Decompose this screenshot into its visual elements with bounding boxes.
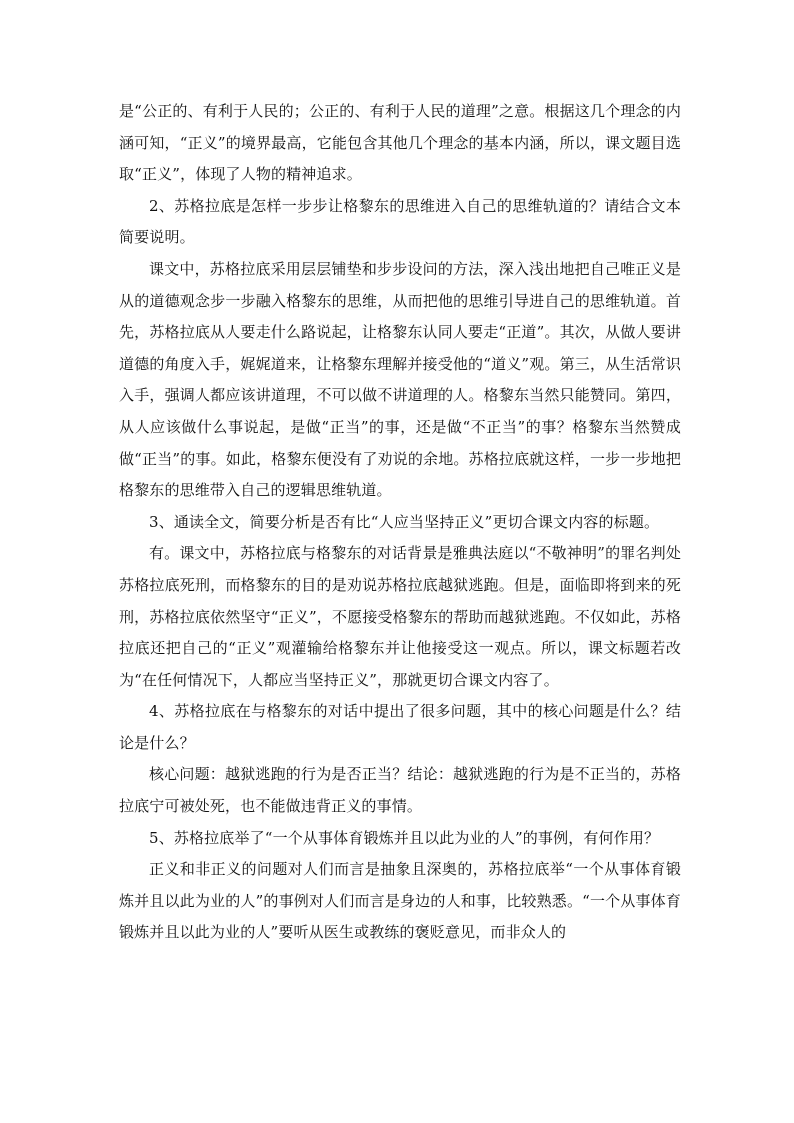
question-3: 3、通读全文，简要分析是否有比“人应当坚持正义”更切合课文内容的标题。 [149,512,660,531]
answer-1-continuation: 是“公正的、有利于人民的；公正的、有利于人民的道理”之意。根据这几个理念的内涵可知，“正义”的境界最高，它能包含其他几个理念的基本内涵，所以，课文题目选取“正义”，体现了人物的精神追求。 [119,102,681,184]
answer-3: 有。课文中，苏格拉底与格黎东的对话背景是雅典法庭以“不敬神明”的罪名判处苏格拉底死刑，而格黎东的目的是劝说苏格拉底越狱逃跑。但是，面临即将到来的死刑，苏格拉底依然坚守“正义”，不愿接受格黎东的帮助而越狱逃跑。不仅如此，苏格拉底还把自己的“正义”观灌输给格黎东并让他接受这一观点。所以，课文标题若改为“在任何情况下，人都应当坚持正义”，那就更切合课文内容了。 [119,544,681,689]
question-5: 5、苏格拉底举了“一个从事体育锻炼并且以此为业的人”的事例，有何作用？ [149,828,660,847]
document-body [119,96,681,949]
answer-4: 核心问题：越狱逃跑的行为是否正当？结论：越狱逃跑的行为是不正当的，苏格拉底宁可被处死，也不能做违背正义的事情。 [119,765,681,816]
question-4: 4、苏格拉底在与格黎东的对话中提出了很多问题，其中的核心问题是什么？结论是什么？ [119,702,681,752]
answer-5: 正义和非正义的问题对人们而言是抽象且深奥的，苏格拉底举“一个从事体育锻炼并且以此为业的人”的事例对人们而言是身边的人和事，比较熟悉。“一个从事体育锻炼并且以此为业的人”要听从医生或教练的褒贬意见，而非众人的 [119,860,681,942]
question-2: 2、苏格拉底是怎样一步步让格黎东的思维进入自己的思维轨道的？请结合文本简要说明。 [119,196,681,247]
answer-2: 课文中，苏格拉底采用层层铺垫和步步设问的方法，深入浅出地把自己唯正义是从的道德观念步一步融入格黎东的思维，从而把他的思维引导进自己的思维轨道。首先，苏格拉底从人要走什么路说起，让格黎东认同人要走“正道”。其次，从做人要讲道德的角度入手，娓娓道来，让格黎东理解并接受他的“道义”观。第三，从生活常识入手，强调人都应该讲道理，不可以做不讲道理的人。格黎东当然只能赞同。第四，从人应该做什么事说起，是做“正当”的事，还是做“不正当”的事？格黎东当然赞成做“正当”的事。如此，格黎东便没有了劝说的余地。苏格拉底就这样，一步一步地把格黎东的思维带入自己的逻辑思维轨道。 [119,259,681,500]
